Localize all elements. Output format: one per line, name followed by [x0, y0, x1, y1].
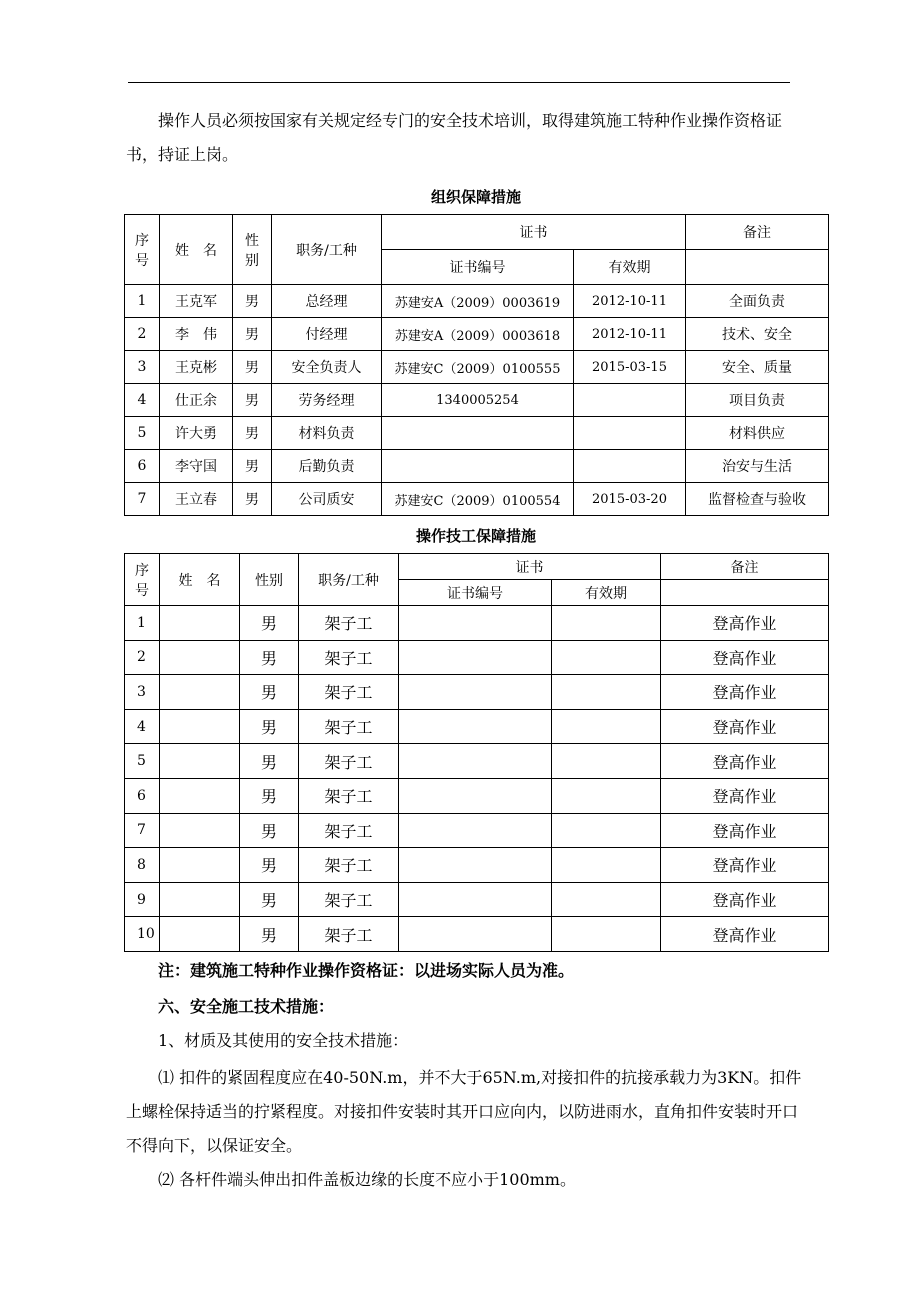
cell-seq: 8 [125, 848, 160, 883]
cell-valid: 2015-03-20 [574, 483, 686, 516]
cell-remark: 项目负责 [686, 384, 829, 417]
header-remark: 备注 [661, 554, 829, 580]
header-position: 职务/工种 [299, 554, 399, 606]
cell-valid [552, 882, 661, 917]
cell-seq: 7 [125, 483, 160, 516]
cell-gender: 男 [233, 318, 272, 351]
cell-gender: 男 [240, 917, 299, 952]
cell-seq: 3 [125, 675, 160, 710]
cell-seq: 1 [125, 285, 160, 318]
cell-valid: 2015-03-15 [574, 351, 686, 384]
table2-title: 操作技工保障措施 [415, 527, 536, 545]
cell-seq: 2 [125, 640, 160, 675]
cell-position: 架子工 [299, 640, 399, 675]
cell-name: 王克军 [160, 285, 233, 318]
cell-remark: 全面负责 [686, 285, 829, 318]
cell-position: 后勤负责 [272, 450, 382, 483]
cell-position: 架子工 [299, 778, 399, 813]
cell-remark: 登高作业 [661, 675, 829, 710]
cell-seq: 5 [125, 417, 160, 450]
header-gender: 性别 [240, 554, 299, 606]
header-position: 职务/工种 [272, 215, 382, 285]
cell-cert-no [399, 882, 552, 917]
table-row [125, 709, 829, 744]
cell-gender: 男 [233, 384, 272, 417]
cell-name [160, 813, 240, 848]
table-row [125, 606, 829, 641]
cell-gender: 男 [240, 675, 299, 710]
cell-position: 架子工 [299, 744, 399, 779]
intro-paragraph: 操作人员必须按国家有关规定经专门的安全技术培训，取得建筑施工特种作业操作资格证书，持证上岗。 [126, 111, 783, 164]
table-row [125, 417, 829, 450]
cell-cert-no [382, 417, 574, 450]
cell-valid [552, 744, 661, 779]
cell-name [160, 640, 240, 675]
table-row [125, 640, 829, 675]
cell-seq: 9 [125, 882, 160, 917]
table-row [125, 882, 829, 917]
cell-seq: 10 [125, 917, 160, 952]
cell-remark: 登高作业 [661, 882, 829, 917]
cell-name [160, 744, 240, 779]
cell-name [160, 778, 240, 813]
cell-name: 王克彬 [160, 351, 233, 384]
header-remark-empty [661, 580, 829, 606]
cell-seq: 4 [125, 384, 160, 417]
table-row [125, 450, 829, 483]
header-cert: 证书 [382, 215, 686, 250]
cell-gender: 男 [233, 351, 272, 384]
header-remark: 备注 [686, 215, 829, 250]
cell-valid [552, 778, 661, 813]
cell-remark: 登高作业 [661, 813, 829, 848]
cell-cert-no: 苏建安C（2009）0100555 [382, 351, 574, 384]
cell-gender: 男 [240, 778, 299, 813]
cell-seq: 1 [125, 606, 160, 641]
cell-name: 李 伟 [160, 318, 233, 351]
table-row [125, 848, 829, 883]
header-cert-no: 证书编号 [399, 580, 552, 606]
subsection-heading: 1、材质及其使用的安全技术措施： [158, 1031, 409, 1050]
cell-name: 王立春 [160, 483, 233, 516]
cell-valid [574, 417, 686, 450]
table-row [125, 813, 829, 848]
cell-remark: 材料供应 [686, 417, 829, 450]
cell-valid [552, 606, 661, 641]
cell-position: 架子工 [299, 813, 399, 848]
cell-valid [574, 384, 686, 417]
cell-valid [574, 450, 686, 483]
cell-valid [552, 848, 661, 883]
cell-valid [552, 917, 661, 952]
table-row [125, 744, 829, 779]
table-row [125, 778, 829, 813]
cell-remark: 治安与生活 [686, 450, 829, 483]
cell-remark: 监督检查与验收 [686, 483, 829, 516]
cell-seq: 6 [125, 778, 160, 813]
cell-name [160, 709, 240, 744]
header-cert: 证书 [399, 554, 661, 580]
cell-position: 公司质安 [272, 483, 382, 516]
header-valid: 有效期 [552, 580, 661, 606]
cell-gender: 男 [233, 483, 272, 516]
cell-cert-no [399, 778, 552, 813]
cell-cert-no [399, 848, 552, 883]
cell-seq: 4 [125, 709, 160, 744]
header-valid: 有效期 [574, 250, 686, 285]
table-row [125, 675, 829, 710]
table-row [125, 483, 829, 516]
cell-cert-no [399, 675, 552, 710]
header-seq: 序 号 [125, 554, 160, 606]
cell-seq: 7 [125, 813, 160, 848]
cell-seq: 3 [125, 351, 160, 384]
table-row [125, 351, 829, 384]
cell-cert-no [399, 744, 552, 779]
cell-valid [552, 813, 661, 848]
note: 注：建筑施工特种作业操作资格证：以进场实际人员为准。 [158, 961, 575, 980]
cell-position: 架子工 [299, 675, 399, 710]
cell-remark: 技术、安全 [686, 318, 829, 351]
header-remark-empty [686, 250, 829, 285]
item-1-paragraph: ⑴ 扣件的紧固程度应在40-50N.m，并不大于65N.m,对接扣件的抗接承载力为3KN。扣件上螺栓保持适当的拧紧程度。对接扣件安装时其开口应向内，以防进雨水，直角扣件安装时开口不得向下，以保证安全。 [126, 1068, 802, 1155]
cell-cert-no: 苏建安A（2009）0003619 [382, 285, 574, 318]
cell-position: 架子工 [299, 709, 399, 744]
cell-name: 许大勇 [160, 417, 233, 450]
cell-remark: 登高作业 [661, 709, 829, 744]
cell-valid [552, 640, 661, 675]
cell-valid [552, 675, 661, 710]
cell-cert-no: 苏建安C（2009）0100554 [382, 483, 574, 516]
cell-position: 材料负责 [272, 417, 382, 450]
cell-gender: 男 [240, 640, 299, 675]
header-cert-no: 证书编号 [382, 250, 574, 285]
table-row [125, 917, 829, 952]
cell-valid: 2012-10-11 [574, 318, 686, 351]
header-gender: 性 别 [233, 215, 272, 285]
cell-gender: 男 [240, 606, 299, 641]
cell-gender: 男 [233, 450, 272, 483]
table-row [125, 384, 829, 417]
cell-seq: 5 [125, 744, 160, 779]
cell-name [160, 606, 240, 641]
table1-title: 组织保障措施 [430, 188, 521, 206]
cell-name: 李守国 [160, 450, 233, 483]
cell-remark: 登高作业 [661, 744, 829, 779]
worker-guarantee-table [124, 553, 829, 952]
header-rule [128, 82, 790, 83]
section-heading: 六、安全施工技术措施： [158, 997, 335, 1016]
item-2-paragraph: ⑵ 各杆件端头伸出扣件盖板边缘的长度不应小于100mm。 [158, 1170, 576, 1189]
cell-position: 总经理 [272, 285, 382, 318]
cell-remark: 登高作业 [661, 917, 829, 952]
cell-name [160, 917, 240, 952]
cell-gender: 男 [240, 848, 299, 883]
cell-remark: 登高作业 [661, 606, 829, 641]
cell-remark: 登高作业 [661, 778, 829, 813]
cell-name: 仕正余 [160, 384, 233, 417]
header-seq: 序 号 [125, 215, 160, 285]
cell-name [160, 675, 240, 710]
cell-cert-no [399, 606, 552, 641]
org-guarantee-table [124, 214, 829, 516]
cell-cert-no [399, 917, 552, 952]
cell-gender: 男 [240, 709, 299, 744]
cell-remark: 登高作业 [661, 640, 829, 675]
cell-seq: 6 [125, 450, 160, 483]
cell-remark: 安全、质量 [686, 351, 829, 384]
cell-position: 安全负责人 [272, 351, 382, 384]
cell-gender: 男 [233, 417, 272, 450]
cell-position: 劳务经理 [272, 384, 382, 417]
cell-cert-no: 1340005254 [382, 384, 574, 417]
cell-gender: 男 [233, 285, 272, 318]
cell-position: 架子工 [299, 917, 399, 952]
cell-seq: 2 [125, 318, 160, 351]
cell-gender: 男 [240, 882, 299, 917]
cell-position: 架子工 [299, 882, 399, 917]
cell-position: 架子工 [299, 606, 399, 641]
cell-remark: 登高作业 [661, 848, 829, 883]
cell-position: 付经理 [272, 318, 382, 351]
cell-cert-no [399, 813, 552, 848]
cell-cert-no [399, 640, 552, 675]
cell-name [160, 882, 240, 917]
cell-position: 架子工 [299, 848, 399, 883]
header-name: 姓 名 [160, 215, 233, 285]
cell-valid: 2012-10-11 [574, 285, 686, 318]
cell-cert-no [399, 709, 552, 744]
cell-valid [552, 709, 661, 744]
cell-gender: 男 [240, 813, 299, 848]
cell-cert-no [382, 450, 574, 483]
cell-cert-no: 苏建安A（2009）0003618 [382, 318, 574, 351]
table-row [125, 318, 829, 351]
table-row [125, 285, 829, 318]
cell-gender: 男 [240, 744, 299, 779]
header-name: 姓 名 [160, 554, 240, 606]
cell-name [160, 848, 240, 883]
